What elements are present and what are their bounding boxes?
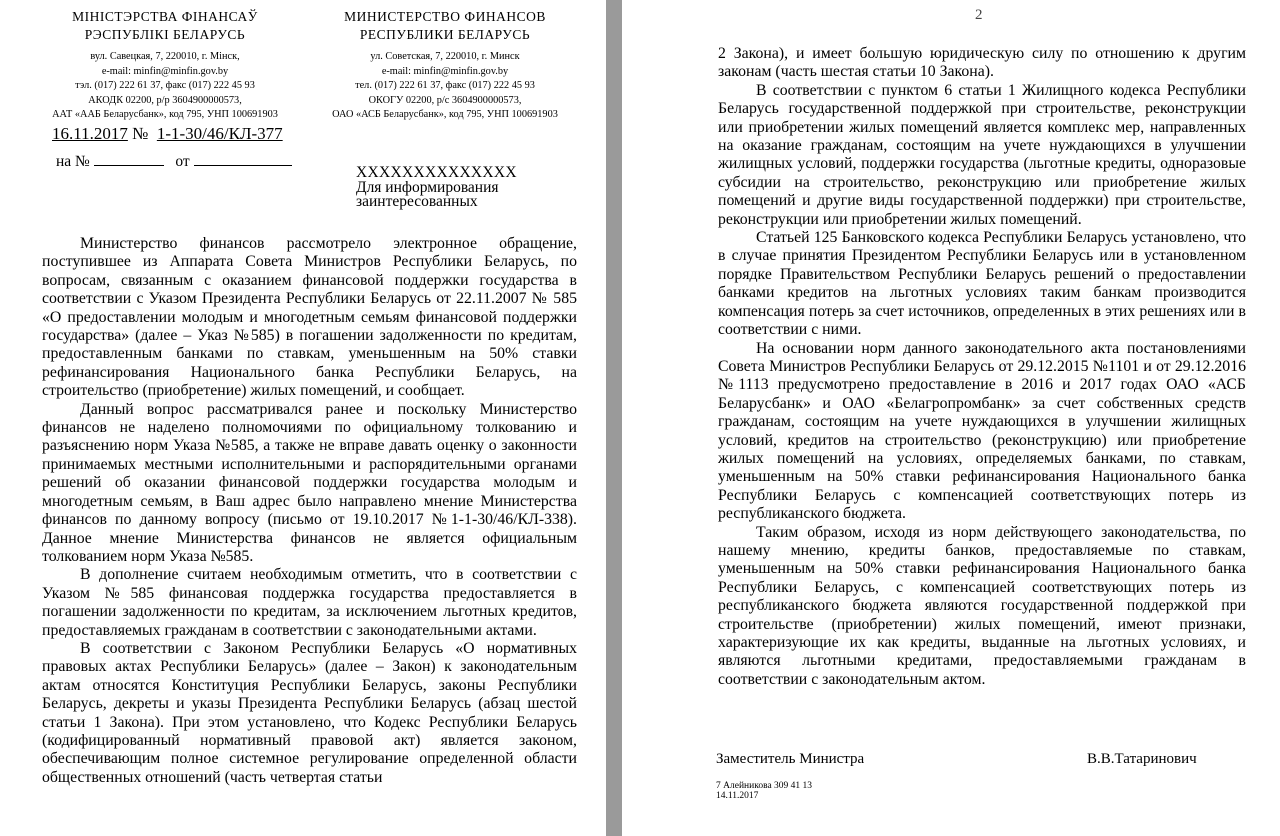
ministry-name-line2: РЭСПУБЛІКІ БЕЛАРУСЬ — [84, 27, 246, 42]
ministry-name-line1: МІНІСТЭРСТВА ФІНАНСАЎ — [72, 9, 258, 24]
addressee-line1: Для информирования — [356, 178, 499, 196]
signatory-title: Заместитель Министра — [716, 751, 865, 767]
ministry-bank: ААТ «ААБ Беларусбанк», код 795, УНП 100691903 — [52, 109, 278, 120]
executor-info — [716, 781, 812, 801]
reference-date-label: от — [175, 153, 190, 170]
reference-number-blank — [94, 151, 164, 166]
paragraph: Таким образом, исходя из норм действующего законодательства, по нашему мнению, кредиты банков, предоставляемые по ставкам, уменьшенным на 50% ставки рефинансирования Национального банка Республики Беларусь, с компенсацией соответствующих потерь из республиканского бюджета являются государственной поддержкой при строительстве (приобретении) жилых помещений, имеют признаки, характеризующие их как кредиты, выданные на льготных условиях, и являются льготными кредитами, предоставляемыми гражданам в соответствии с законодательным актом. — [718, 523, 1246, 688]
ministry-email: e-mail: minfin@minfin.gov.by — [381, 65, 509, 77]
ministry-name-line1: МИНИСТЕРСТВО ФИНАНСОВ — [344, 9, 546, 24]
page-number: 2 — [975, 7, 983, 23]
ministry-codes: ОКОГУ 02200, р/с 3604900000573, — [368, 94, 522, 106]
ministry-phone: тел. (017) 222 61 37, факс (017) 222 45 93 — [355, 80, 535, 91]
paragraph: На основании норм данного законодательного акта постановлениями Совета Министров Республики Беларусь от 29.12.2015 №1101 и от 29.12.2016 №1113 предусмотрено предоставление в 2016 и 2017 годах ОАО «АСБ Беларусбанк» и ОАО «Белагропромбанк» за счет собственных средств гражданам, состоящим на учете нуждающихся в улучшении жилищных условий, кредитов на строительство (реконструкцию) или приобретение жилых помещений на условиях, определяемых банками, по ставкам, уменьшенным на 50% ставки рефинансирования Национального банка Республики Беларусь с компенсацией соответствующих потерь из республиканского бюджета. — [718, 339, 1246, 523]
paragraph: Данный вопрос рассматривался ранее и поскольку Министерство финансов не наделено полномочиями по официальному толкованию и разъяснению норм Указа №585, а также не вправе давать оценку о законности принимаемых местными исполнительными и распорядительными органами решений об оказании финансовой поддержки государства молодым и многодетным семьям, в Ваш адрес было направлено мнение Министерства финансов по данному вопросу (письмо от 19.10.2017 №1-1-30/46/КЛ-338). Данное мнение Министерства финансов не является официальным толкованием норм Указа №585. — [42, 400, 577, 565]
reference-line — [56, 151, 292, 171]
letter-body-page-2 — [718, 45, 1246, 689]
addressee-line2: заинтересованных — [356, 193, 478, 210]
letter-body-page-1 — [42, 235, 577, 787]
letterhead-belarusian — [40, 8, 290, 123]
paragraph: В соответствии с Законом Республики Беларусь «О нормативных правовых актах Республики Беларусь» (далее – Закон) к законодательным актам относятся Конституция Республики Беларусь, законы Республики Беларусь, декреты и указы Президента Республики Беларусь (абзац шестой статьи 1 Закона). При этом установлено, что Кодекс Республики Беларусь (кодифицированный нормативный правовой акт) является законом, обеспечивающим полное системное регулирование определенной области общественных отношений (часть четвертая статьи — [42, 639, 577, 786]
reference-date-blank — [194, 151, 292, 166]
ministry-name-line2: РЕСПУБЛИКИ БЕЛАРУСЬ — [359, 27, 531, 42]
paragraph: В дополнение считаем необходимым отметить, что в соответствии с Указом №585 финансовая поддержка государства предоставляется в погашении задолженности по кредитам, за исключением льготных кредитов, предоставляемых гражданам в соответствии с законодательными актами. — [42, 566, 577, 639]
paragraph: В соответствии с пунктом 6 статьи 1 Жилищного кодекса Республики Беларусь государственной поддержкой при строительстве, реконструкции или приобретении жилых помещений является комплекс мер, направленных на оказание гражданам, состоящим на учете нуждающихся в улучшении жилищных условий, поддержки государства (льготные кредиты, одноразовые субсидии на строительство, реконструкцию или приобретение жилых помещений и другие виды государственной поддержки) при строительстве, реконструкции или приобретении жилых помещений. — [718, 81, 1246, 228]
registration-line — [52, 124, 283, 144]
document-page-1 — [0, 0, 606, 836]
paragraph-continuation: 2 Закона), и имеет большую юридическую силу по отношению к другим законам (часть шестая статьи 10 Закона). — [718, 45, 1246, 81]
addressee-block — [356, 166, 517, 210]
letter-date: 16.11.2017 — [52, 124, 128, 143]
ministry-bank: ОАО «АСБ Беларусбанк», код 795, УНП 100691903 — [332, 109, 558, 120]
ministry-codes: АКОДК 02200, р/р 3604900000573, — [88, 94, 242, 106]
addressee-name: XXXXXXXXXXXXXX — [356, 164, 517, 181]
signatory-name: В.В.Татаринович — [1087, 751, 1197, 767]
reference-number-label: на № — [56, 153, 90, 170]
letter-number: 1-1-30/46/КЛ-377 — [156, 124, 283, 143]
ministry-email: e-mail: minfin@minfin.gov.by — [101, 65, 229, 77]
executor-line: 7 Алейникова 309 41 13 — [716, 781, 813, 791]
ministry-phone: тэл. (017) 222 61 37, факс (017) 222 45 93 — [75, 80, 255, 91]
paragraph: Статьей 125 Банковского кодекса Республики Беларусь установлено, что в случае принятия Президентом Республики Беларусь или в установленном порядке Правительством Республики Беларусь решений о предоставлении банками кредитов на льготных условиях таким банкам производится компенсация потерь за счет источников, определенных в этих решениях или в соответствии с ними. — [718, 229, 1246, 339]
number-label: № — [132, 124, 149, 143]
ministry-address: вул. Савецкая, 7, 220010, г. Мінск, — [90, 51, 240, 62]
letterhead-russian — [300, 8, 590, 123]
executor-date: 14.11.2017 — [716, 791, 759, 801]
paragraph: Министерство финансов рассмотрело электронное обращение, поступившее из Аппарата Совета Министров Республики Беларусь, по вопросам, связанным с оказанием финансовой поддержки государства в соответствии с Указом Президента Республики Беларусь от 22.11.2007 № 585 «О предоставлении молодым и многодетным семьям финансовой поддержки государства» (далее – Указ №585) в погашении задолженности по кредитам, предоставленным банками по ставкам, уменьшенным на 50% ставки рефинансирования Национального банка Республики Беларусь, на строительство (приобретение) жилых помещений, и сообщает. — [42, 235, 577, 400]
ministry-address: ул. Советская, 7, 220010, г. Минск — [370, 51, 520, 62]
